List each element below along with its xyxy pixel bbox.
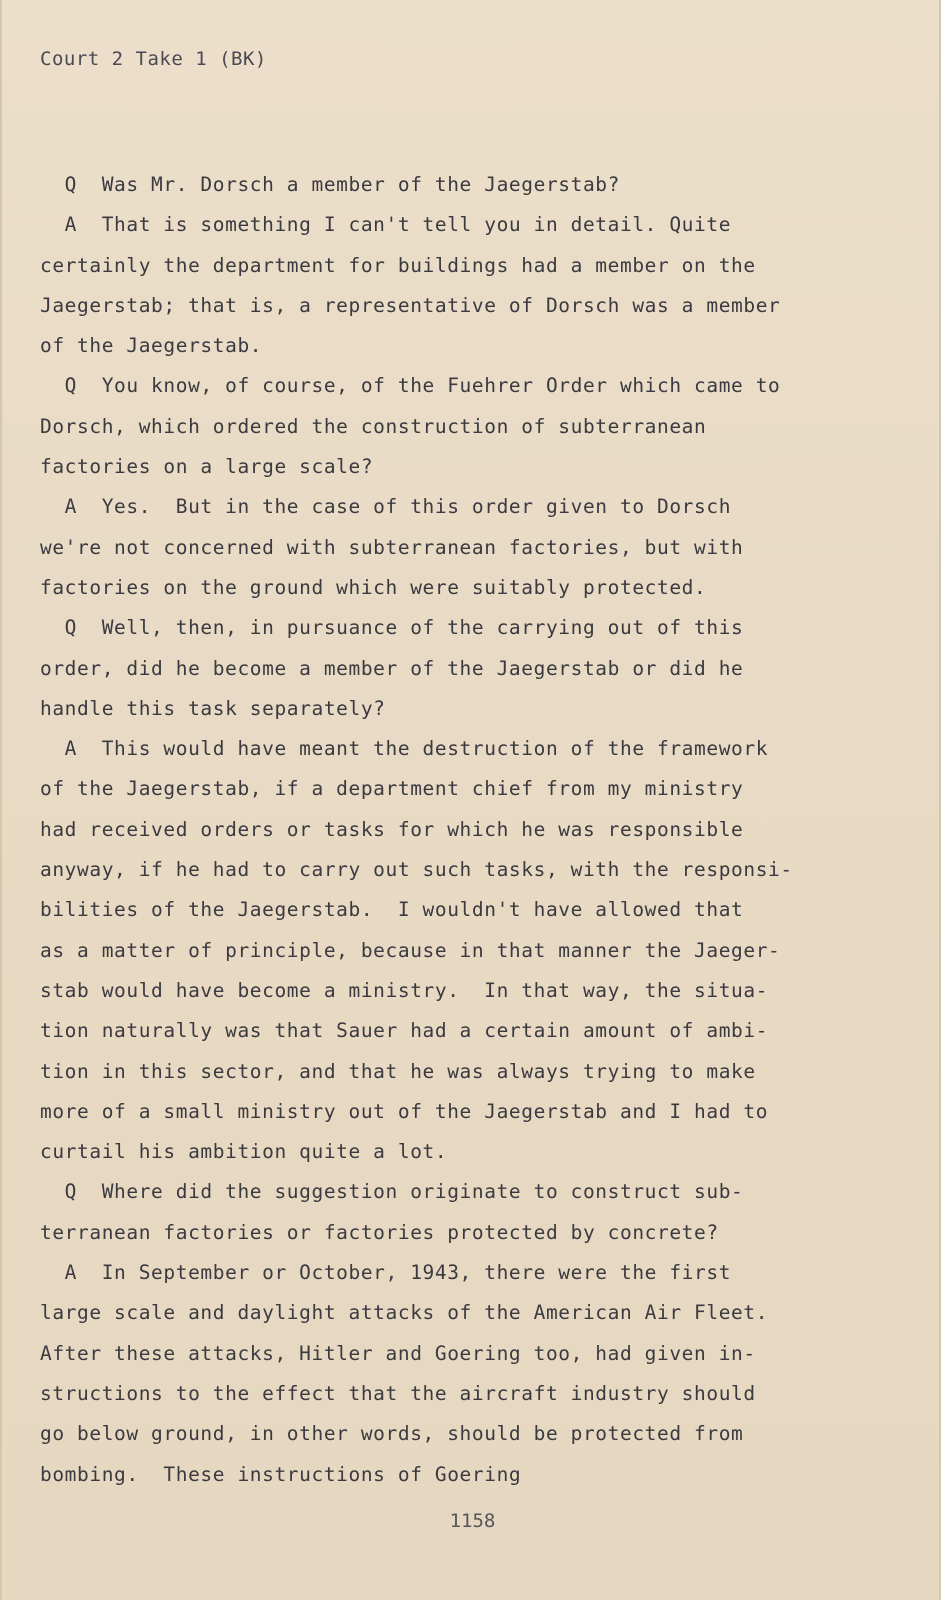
text-line: bombing. These instructions of Goering — [40, 1462, 522, 1486]
text-line: bilities of the Jaegerstab. I wouldn't have allowed that — [40, 898, 744, 922]
transcript-body — [40, 165, 800, 1495]
text-line: as a matter of principle, because in that manner the Jaeger- — [40, 938, 781, 962]
text-line: large scale and daylight attacks of the American Air Fleet. — [40, 1301, 769, 1325]
text-line: structions to the effect that the aircraft industry should — [40, 1381, 756, 1405]
page-header: Court 2 Take 1 (BK) — [40, 48, 267, 70]
text-line: factories on a large scale? — [40, 455, 374, 479]
text-line: certainly the department for buildings had a member on the — [40, 253, 756, 277]
text-line: more of a small ministry out of the Jaegerstab and I had to — [40, 1099, 769, 1123]
text-line: Q Where did the suggestion originate to construct sub- — [40, 1180, 744, 1204]
text-line: factories on the ground which were suitably protected. — [40, 575, 707, 599]
text-line: Q Was Mr. Dorsch a member of the Jaegerstab? — [40, 173, 620, 196]
text-line: tion naturally was that Sauer had a certain amount of ambi- — [40, 1019, 769, 1043]
text-line: Jaegerstab; that is, a representative of Dorsch was a member — [40, 293, 781, 317]
text-line: tion in this sector, and that he was always trying to make — [40, 1059, 756, 1083]
text-line: order, did he become a member of the Jaegerstab or did he — [40, 656, 744, 680]
text-line: A That is something I can't tell you in detail. Quite — [40, 213, 732, 237]
text-line: handle this task separately? — [40, 696, 386, 720]
text-line: curtail his ambition quite a lot. — [40, 1140, 448, 1164]
text-line: Q You know, of course, of the Fuehrer Order which came to — [40, 374, 781, 398]
text-line: of the Jaegerstab. — [40, 334, 263, 358]
text-line: terranean factories or factories protected by concrete? — [40, 1220, 719, 1244]
text-line: After these attacks, Hitler and Goering too, had given in- — [40, 1341, 756, 1365]
text-line: we're not concerned with subterranean factories, but with — [40, 535, 744, 559]
text-line: had received orders or tasks for which he was responsible — [40, 817, 744, 841]
text-line: Dorsch, which ordered the construction of subterranean — [40, 414, 707, 438]
text-line: stab would have become a ministry. In that way, the situa- — [40, 978, 769, 1002]
text-line: A In September or October, 1943, there were the first — [40, 1261, 732, 1285]
text-line: A This would have meant the destruction of the framework — [40, 737, 769, 761]
page-number: 1158 — [449, 1510, 496, 1532]
text-line: A Yes. But in the case of this order given to Dorsch — [40, 495, 732, 519]
text-line: of the Jaegerstab, if a department chief from my ministry — [40, 777, 744, 801]
text-line: anyway, if he had to carry out such tasks, with the responsi- — [40, 858, 793, 882]
text-line: Q Well, then, in pursuance of the carrying out of this — [40, 616, 744, 640]
text-line: go below ground, in other words, should be protected from — [40, 1422, 744, 1446]
